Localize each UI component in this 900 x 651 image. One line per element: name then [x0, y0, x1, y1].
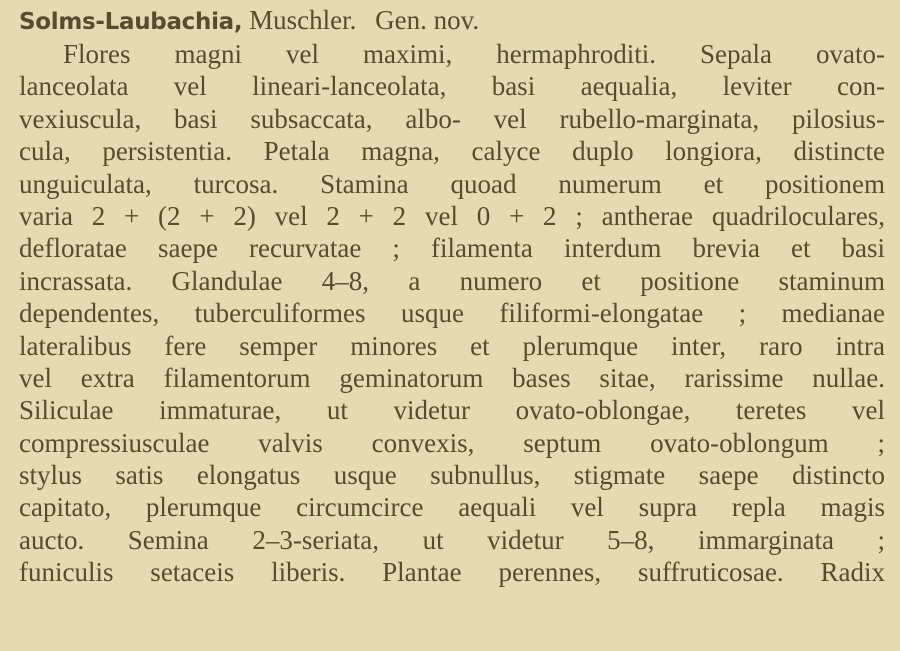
description-paragraph: [19, 38, 885, 589]
text-line: funiculis setaceis liberis. Plantae perennes, suffruticosae. Radix: [19, 557, 885, 588]
text-line: Siliculae immaturae, ut videtur ovato-oblongae, teretes vel: [19, 395, 885, 426]
text-line: lateralibus fere semper minores et plerumque inter, raro intra: [19, 330, 885, 361]
text-line: unguiculata, turcosa. Stamina quoad numerum et positionem: [19, 168, 885, 199]
text-line: lanceolata vel lineari-lanceolata, basi aequalia, leviter con-: [19, 71, 885, 102]
text-line: varia 2 + (2 + 2) vel 2 + 2 vel 0 + 2 ; antherae quadriloculares,: [19, 200, 885, 231]
text-line: compressiusculae valvis convexis, septum ovato-oblongum ;: [19, 427, 885, 458]
text-line: vexiuscula, basi subsaccata, albo- vel rubello-marginata, pilosius-: [19, 103, 885, 134]
taxon-status: Gen. nov.: [375, 5, 480, 35]
text-line: Flores magni vel maximi, hermaphroditi. Sepala ovato-: [63, 39, 885, 69]
genus-heading: [19, 2, 885, 38]
text-line: vel extra filamentorum geminatorum bases sitae, rarissime nullae.: [19, 362, 885, 393]
text-line: cula, persistentia. Petala magna, calyce duplo longiora, distincte: [19, 136, 885, 167]
text-line: defloratae saepe recurvatae ; filamenta interdum brevia et basi: [19, 233, 885, 264]
document-page: [19, 2, 885, 589]
text-line: capitato, plerumque circumcirce aequali vel supra repla magis: [19, 492, 885, 523]
author-name: Muschler.: [249, 5, 357, 35]
text-line: dependentes, tuberculiformes usque filiformi-elongatae ; medianae: [19, 298, 885, 329]
genus-name: Solms-Laubachia,: [19, 9, 243, 35]
text-line: incrassata. Glandulae 4–8, a numero et positione staminum: [19, 265, 885, 296]
text-line: stylus satis elongatus usque subnullus, stigmate saepe distincto: [19, 460, 885, 491]
text-line: aucto. Semina 2–3-seriata, ut videtur 5–8, immarginata ;: [19, 524, 885, 555]
